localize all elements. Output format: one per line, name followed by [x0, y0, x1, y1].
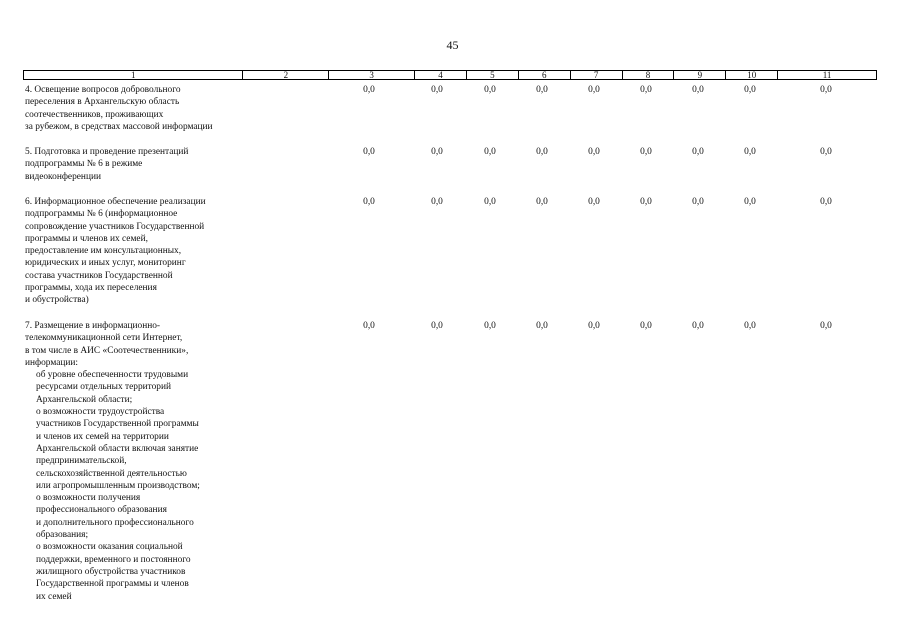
- description-line: программы, хода их переселения: [25, 283, 157, 294]
- value-cell-col-3: 0,0: [363, 147, 375, 157]
- header-cell-5: 5: [467, 71, 519, 79]
- row-description: [25, 196, 250, 307]
- description-line: Архангельской области включая занятие: [36, 443, 199, 454]
- description-line: и обустройства): [25, 295, 89, 306]
- header-cell-11: 11: [822, 70, 832, 80]
- description-line: юридических и иных услуг, мониторинг: [25, 258, 186, 269]
- value-cell-col-6: 0,0: [536, 321, 548, 331]
- description-line: переселения в Архангельскую область: [25, 97, 180, 108]
- description-line: программы и членов их семей,: [25, 233, 148, 244]
- description-line: о возможности оказания социальной: [36, 542, 183, 553]
- header-cell-10: 10: [726, 71, 778, 79]
- value-cell-col-4: 0,0: [431, 197, 443, 207]
- value-cell-col-10: 0,0: [744, 321, 756, 331]
- description-line: 5. Подготовка и проведение презентаций: [25, 147, 189, 157]
- header-cell-8: 8: [623, 71, 675, 79]
- value-cell-col-5: 0,0: [484, 85, 496, 95]
- description-line: соотечественников, проживающих: [25, 109, 164, 120]
- description-line: о возможности получения: [36, 493, 141, 504]
- value-cell-col-5: 0,0: [484, 147, 496, 157]
- value-cell-col-6: 0,0: [536, 85, 548, 95]
- value-cell-col-10: 0,0: [744, 147, 756, 157]
- description-line: об уровне обеспеченности трудовыми: [36, 370, 189, 381]
- value-cell-col-7: 0,0: [588, 197, 600, 207]
- description-line: 6. Информационное обеспечение реализации: [25, 197, 206, 207]
- description-line: подпрограммы № 6 в режиме: [25, 159, 143, 170]
- description-line: 7. Размещение в информационно-: [25, 321, 161, 331]
- value-cell-col-8: 0,0: [640, 321, 652, 331]
- description-line: и дополнительного профессионального: [36, 517, 194, 528]
- value-cell-col-3: 0,0: [363, 85, 375, 95]
- header-cell-6: 6: [519, 71, 571, 79]
- value-cell-col-7: 0,0: [588, 147, 600, 157]
- description-line: образования;: [36, 530, 89, 541]
- row-description: [25, 84, 250, 133]
- description-line: телекоммуникационной сети Интернет,: [25, 333, 183, 344]
- value-cell-col-8: 0,0: [640, 197, 652, 207]
- header-cell-1: 1: [24, 71, 243, 79]
- value-cell-col-8: 0,0: [640, 85, 652, 95]
- value-cell-col-7: 0,0: [588, 321, 600, 331]
- description-line: предпринимательской,: [36, 456, 127, 467]
- value-cell-col-5: 0,0: [484, 197, 496, 207]
- value-cell-col-11: 0,0: [820, 197, 832, 207]
- header-cell-2: 2: [243, 71, 329, 79]
- description-line: состава участников Государственной: [25, 270, 173, 281]
- description-line: информации:: [25, 357, 79, 368]
- value-cell-col-9: 0,0: [692, 147, 704, 157]
- header-cell-3: 3: [329, 71, 415, 79]
- header-cell-4: 4: [415, 71, 467, 79]
- description-line: подпрограммы № 6 (информационное: [25, 209, 178, 220]
- description-line: сопровождение участников Государственной: [25, 221, 205, 232]
- description-line: их семей: [36, 591, 72, 602]
- value-cell-col-5: 0,0: [484, 321, 496, 331]
- description-line: поддержки, временного и постоянного: [36, 554, 191, 565]
- header-cell-7: 7: [571, 71, 623, 79]
- description-line: сельскохозяйственной деятельностью: [36, 468, 187, 479]
- value-cell-col-11: 0,0: [820, 321, 832, 331]
- value-cell-col-9: 0,0: [692, 197, 704, 207]
- value-cell-col-8: 0,0: [640, 147, 652, 157]
- value-cell-col-9: 0,0: [692, 321, 704, 331]
- description-line: за рубежом, в средствах массовой информации: [25, 121, 213, 132]
- value-cell-col-11: 0,0: [820, 85, 832, 95]
- description-line: жилищного обустройства участников: [36, 566, 186, 577]
- table-header-row: [23, 70, 877, 80]
- row-description: [25, 320, 250, 603]
- value-cell-col-10: 0,0: [744, 85, 756, 95]
- value-cell-col-4: 0,0: [431, 147, 443, 157]
- value-cell-col-4: 0,0: [431, 85, 443, 95]
- description-line: предоставление им консультационных,: [25, 246, 182, 257]
- value-cell-col-4: 0,0: [431, 321, 443, 331]
- description-line: в том числе в АИС «Соотечественники»,: [25, 345, 189, 356]
- description-line: 4. Освещение вопросов добровольного: [25, 85, 181, 95]
- value-cell-col-11: 0,0: [820, 147, 832, 157]
- row-description: [25, 146, 250, 183]
- description-line: участников Государственной программы: [36, 419, 199, 430]
- description-line: видеоконференции: [25, 171, 101, 182]
- description-line: или агропромышленным производством;: [36, 480, 200, 491]
- header-cell-9: 9: [674, 71, 726, 79]
- value-cell-col-7: 0,0: [588, 85, 600, 95]
- value-cell-col-3: 0,0: [363, 321, 375, 331]
- description-line: о возможности трудоустройства: [36, 407, 165, 418]
- value-cell-col-6: 0,0: [536, 147, 548, 157]
- value-cell-col-3: 0,0: [363, 197, 375, 207]
- value-cell-col-10: 0,0: [744, 197, 756, 207]
- page-number: 45: [446, 38, 459, 52]
- description-line: ресурсами отдельных территорий: [36, 382, 172, 393]
- description-line: профессионального образования: [36, 505, 167, 516]
- value-cell-col-9: 0,0: [692, 85, 704, 95]
- description-line: и членов их семей на территории: [36, 431, 169, 442]
- description-line: Архангельской области;: [36, 394, 133, 405]
- description-line: Государственной программы и членов: [36, 579, 189, 590]
- value-cell-col-6: 0,0: [536, 197, 548, 207]
